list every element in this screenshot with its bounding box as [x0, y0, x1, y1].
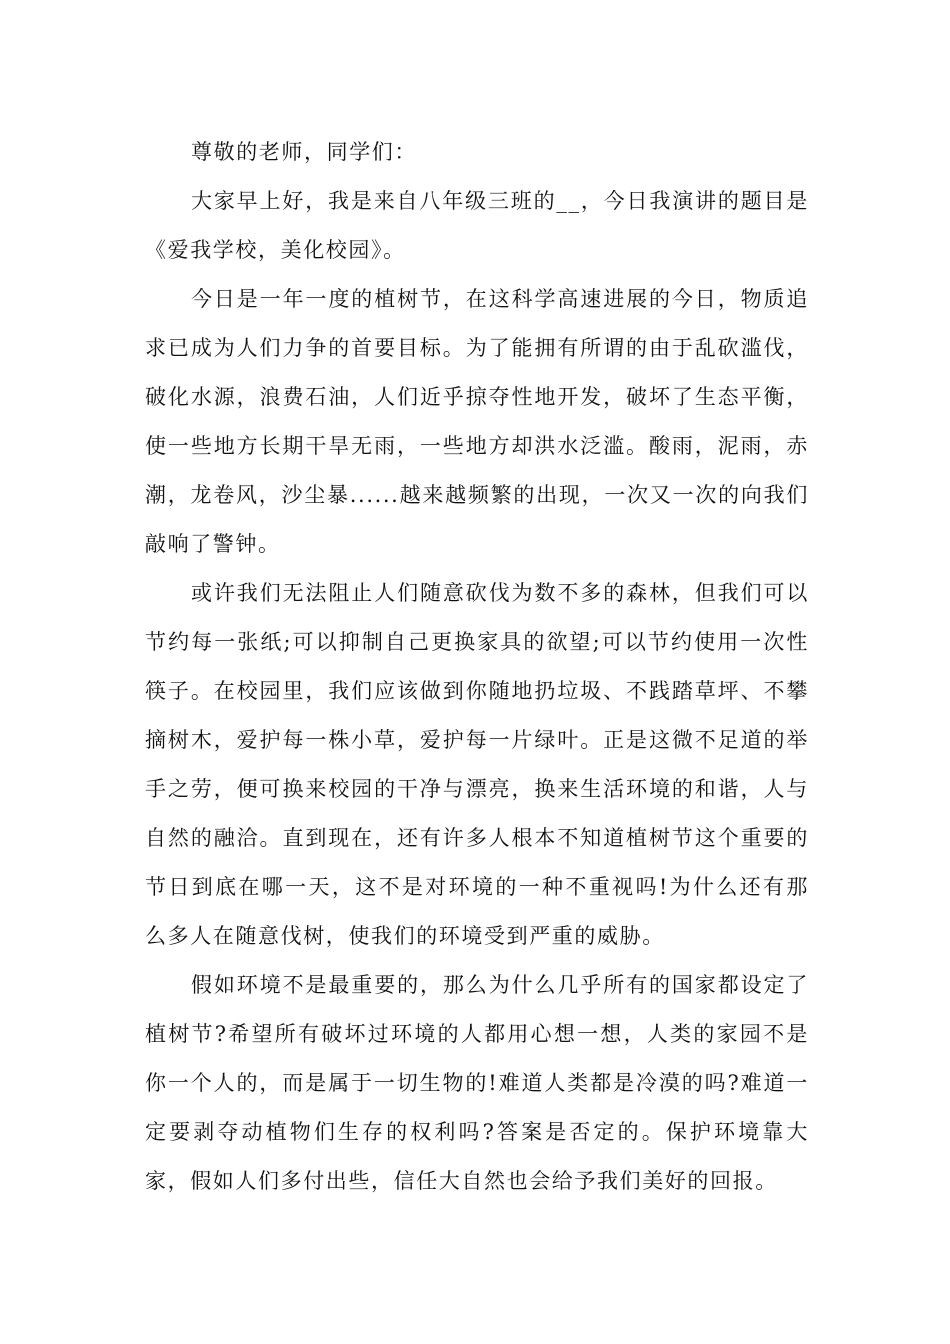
greeting-paragraph: 尊敬的老师，同学们： — [191, 140, 417, 164]
body-paragraph-3: 假如环境不是最重要的，那么为什么几乎所有的国家都设定了植树节?希望所有破坏过环境的人都用心想一想，人类的家园不是你一个人的，而是属于一切生物的!难道人类都是冷漠的吗?难道一定要剥夺动植物们生存的权利吗?答案是否定的。保护环境靠大家，假如人们多付出些，信任大自然也会给予我们美好的回报。 — [145, 973, 809, 1193]
body-paragraph-2: 或许我们无法阻止人们随意砍伐为数不多的森林，但我们可以节约每一张纸;可以抑制自己更换家具的欲望;可以节约使用一次性筷子。在校园里，我们应该做到你随地扔垃圾、不践踏草坪、不攀摘树木，爱护每一株小草，爱护每一片绿叶。正是这微不足道的举手之劳，便可换来校园的干净与漂亮，换来生活环境的和谐，人与自然的融洽。直到现在，还有许多人根本不知道植树节这个重要的节日到底在哪一天，这不是对环境的一种不重视吗!为什么还有那么多人在随意伐树，使我们的环境受到严重的威胁。 — [145, 581, 809, 948]
body-paragraph-1: 今日是一年一度的植树节，在这科学高速进展的今日，物质追求已成为人们力争的首要目标。为了能拥有所谓的由于乱砍滥伐，破化水源，浪费石油，人们近乎掠夺性地开发，破坏了生态平衡，使一些地方长期干旱无雨，一些地方却洪水泛滥。酸雨，泥雨，赤潮，龙卷风，沙尘暴......越来越频繁的出现，一次又一次的向我们敲响了警钟。 — [145, 287, 809, 556]
speech-text — [145, 128, 809, 1206]
intro-paragraph: 大家早上好，我是来自八年级三班的__，今日我演讲的题目是《爱我学校，美化校园》。 — [145, 189, 809, 262]
